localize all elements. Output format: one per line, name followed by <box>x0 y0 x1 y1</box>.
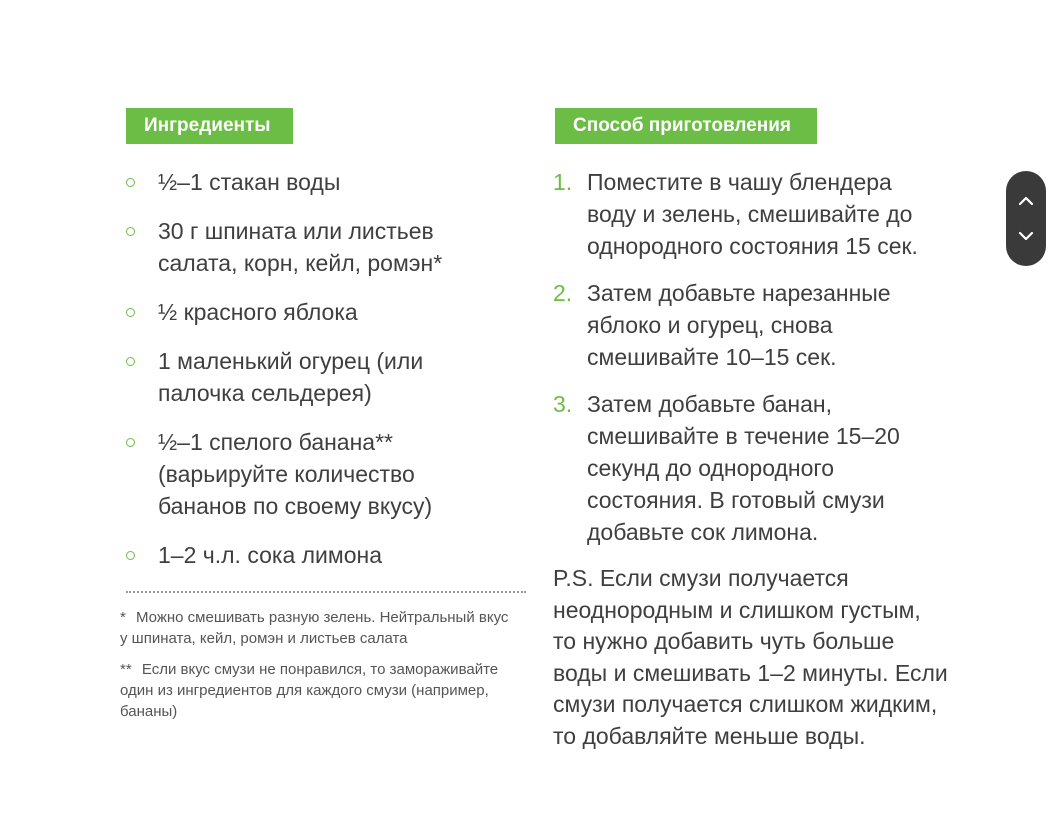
method-section <box>553 108 953 752</box>
footnote-text: Можно смешивать разную зелень. Нейтральный вкус у шпината, кейл, ромэн и листьев салата <box>120 609 509 647</box>
bullet-circle-icon <box>126 178 135 187</box>
ingredient-text: 30 г шпината или листьев салата, корн, кейл, ромэн* <box>158 218 443 276</box>
bullet-circle-icon <box>126 227 135 236</box>
footnote-mark: * <box>120 609 126 626</box>
ingredient-text: 1–2 ч.л. сока лимона <box>158 542 383 568</box>
steps-list <box>553 166 953 548</box>
page-scroll-control <box>1006 171 1046 266</box>
ingredients-list <box>118 166 538 571</box>
ingredient-text: 1 маленький огурец (или палочка сельдерея) <box>158 348 424 406</box>
footnote-text: Если вкус смузи не понравился, то замораживайте один из ингредиентов для каждого смузи (например, бананы) <box>120 661 499 720</box>
step-text: Затем добавьте нарезанные яблоко и огурец, снова смешивайте 10–15 сек. <box>587 280 891 370</box>
ingredient-text: ½–1 стакан воды <box>158 169 341 195</box>
bullet-circle-icon <box>126 551 135 560</box>
step-text: Затем добавьте банан, смешивайте в течение 15–20 секунд до однородного состояния. В готовый смузи добавьте сок лимона. <box>587 391 900 545</box>
footnote-divider <box>126 591 526 593</box>
list-item <box>118 215 458 279</box>
footnotes <box>120 607 538 722</box>
bullet-circle-icon <box>126 308 135 317</box>
footnote-mark: ** <box>120 661 132 678</box>
list-item <box>118 296 538 328</box>
step-item <box>553 166 947 262</box>
list-item <box>118 426 478 522</box>
step-item <box>553 277 927 373</box>
chevron-down-icon <box>1017 230 1035 242</box>
scroll-down-button[interactable] <box>1006 216 1046 256</box>
ingredients-header: Ингредиенты <box>126 108 293 144</box>
step-item <box>553 388 937 548</box>
step-number: 1. <box>553 169 573 195</box>
step-number: 3. <box>553 391 573 417</box>
method-header: Способ приготовления <box>555 108 817 144</box>
step-text: Поместите в чашу блендера воду и зелень, смешивайте до однородного состояния 15 сек. <box>587 169 918 259</box>
ps-note: P.S. Если смузи получается неоднородным и слишком густым, то нужно добавить чуть больше воды и смешивать 1–2 минуты. Если смузи получается слишком жидким, то добавляйте меньше воды. <box>553 565 948 749</box>
bullet-circle-icon <box>126 357 135 366</box>
footnote-1 <box>120 607 520 649</box>
list-item <box>118 166 538 198</box>
scroll-up-button[interactable] <box>1006 181 1046 221</box>
bullet-circle-icon <box>126 438 135 447</box>
ingredient-text: ½ красного яблока <box>158 299 358 325</box>
list-item <box>118 345 448 409</box>
step-number: 2. <box>553 280 573 306</box>
chevron-up-icon <box>1017 195 1035 207</box>
footnote-2 <box>120 659 500 722</box>
ingredient-text: ½–1 спелого банана** (варьируйте количество бананов по своему вкусу) <box>158 429 433 519</box>
list-item <box>118 539 538 571</box>
ingredients-section <box>118 108 538 732</box>
